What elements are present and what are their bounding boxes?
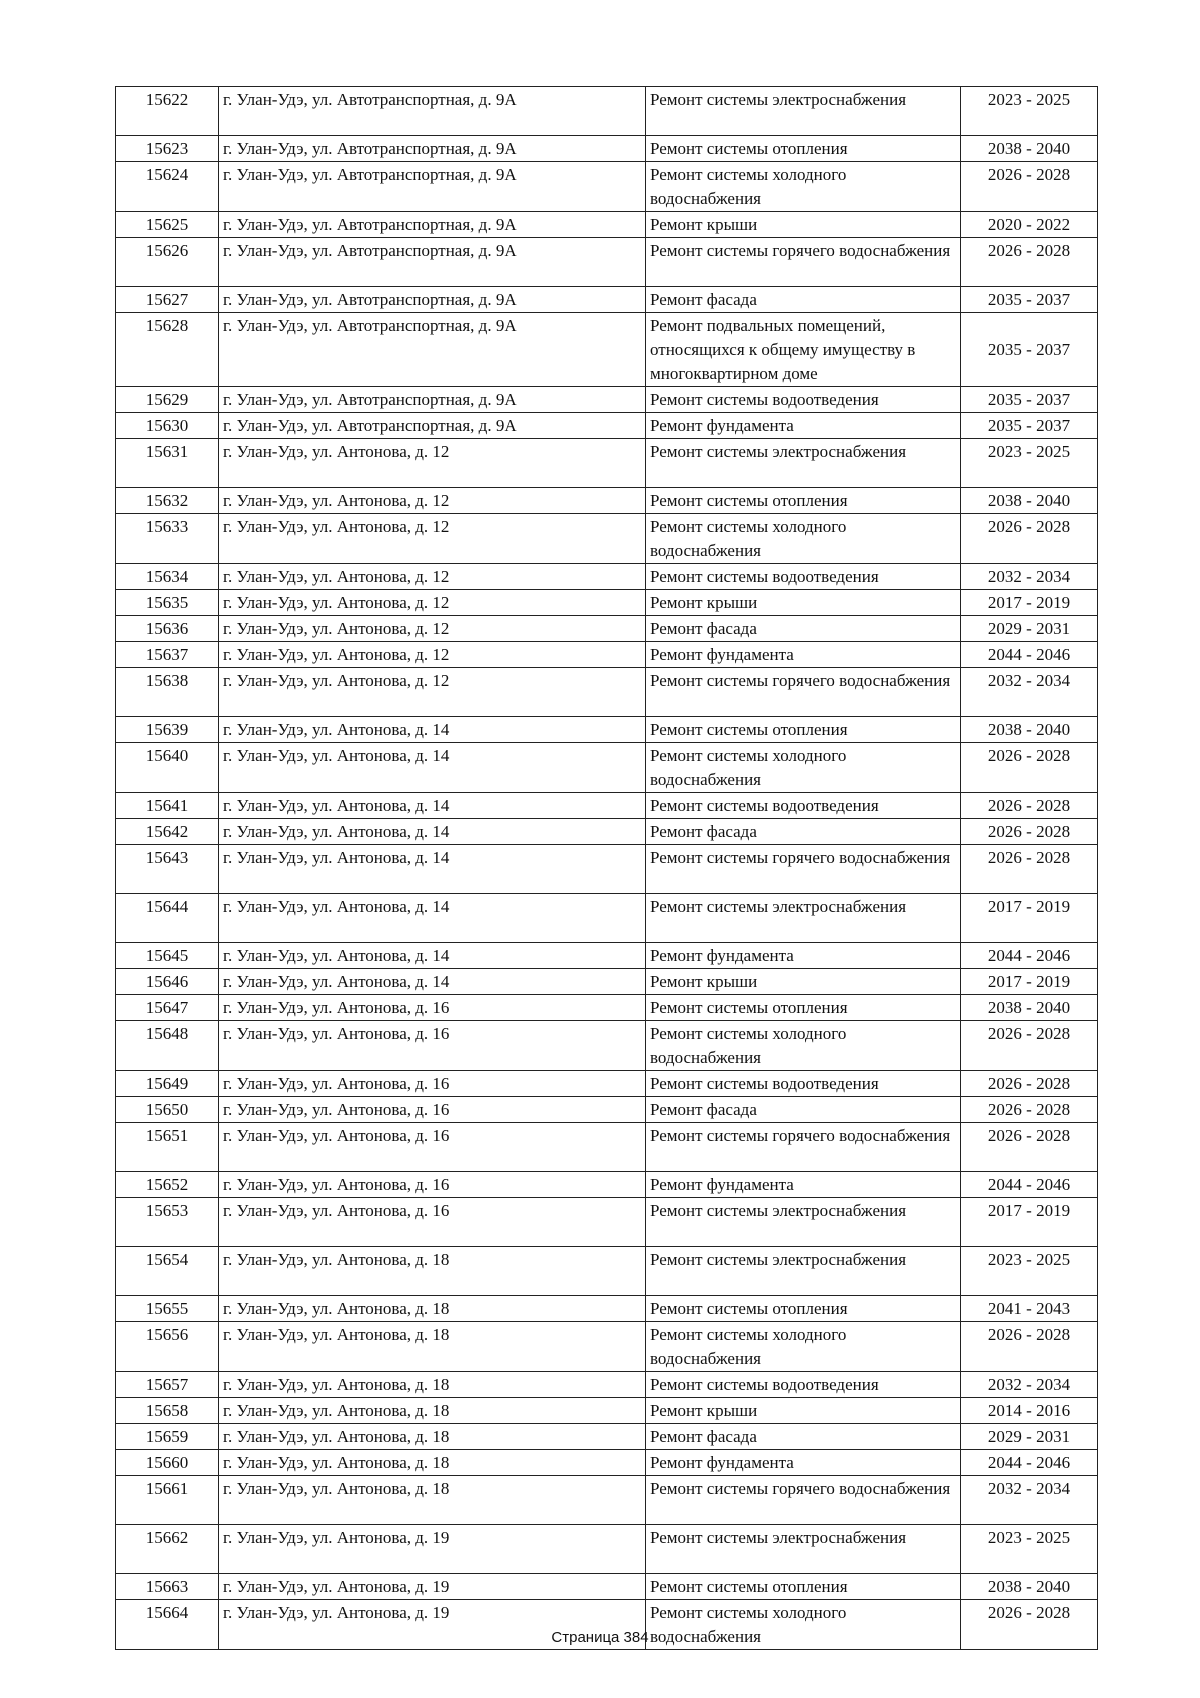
table-row	[116, 564, 1098, 590]
work-type-cell: Ремонт системы отопления	[646, 1574, 961, 1600]
period-cell: 2026 - 2028	[961, 1600, 1098, 1650]
table-row	[116, 1071, 1098, 1097]
period-cell: 2035 - 2037	[961, 413, 1098, 439]
work-type-cell: Ремонт системы электроснабжения	[646, 439, 961, 488]
work-type-cell: Ремонт крыши	[646, 969, 961, 995]
work-type-cell: Ремонт фасада	[646, 287, 961, 313]
work-type-cell: Ремонт системы горячего водоснабжения	[646, 668, 961, 717]
address-cell: г. Улан-Удэ, ул. Антонова, д. 12	[219, 642, 646, 668]
table-row	[116, 642, 1098, 668]
work-type-cell: Ремонт системы горячего водоснабжения	[646, 238, 961, 287]
period-cell: 2026 - 2028	[961, 514, 1098, 564]
row-number-cell: 15641	[116, 793, 219, 819]
table-row	[116, 717, 1098, 743]
row-number-cell: 15631	[116, 439, 219, 488]
period-cell: 2038 - 2040	[961, 1574, 1098, 1600]
work-type-cell: Ремонт системы водоотведения	[646, 564, 961, 590]
work-type-cell: Ремонт системы электроснабжения	[646, 894, 961, 943]
table-row	[116, 413, 1098, 439]
address-cell: г. Улан-Удэ, ул. Антонова, д. 12	[219, 514, 646, 564]
work-type-cell: Ремонт системы отопления	[646, 136, 961, 162]
row-number-cell: 15625	[116, 212, 219, 238]
address-cell: г. Улан-Удэ, ул. Антонова, д. 19	[219, 1574, 646, 1600]
table-row	[116, 387, 1098, 413]
table-row	[116, 1172, 1098, 1198]
work-type-cell: Ремонт фасада	[646, 819, 961, 845]
table-row	[116, 845, 1098, 894]
work-type-cell: Ремонт системы водоотведения	[646, 1372, 961, 1398]
work-type-cell: Ремонт системы холодного водоснабжения	[646, 514, 961, 564]
row-number-cell: 15653	[116, 1198, 219, 1247]
table-row	[116, 238, 1098, 287]
row-number-cell: 15647	[116, 995, 219, 1021]
period-cell: 2032 - 2034	[961, 1372, 1098, 1398]
address-cell: г. Улан-Удэ, ул. Антонова, д. 12	[219, 616, 646, 642]
work-type-cell: Ремонт крыши	[646, 1398, 961, 1424]
work-type-cell: Ремонт фасада	[646, 616, 961, 642]
work-type-cell: Ремонт фасада	[646, 1424, 961, 1450]
work-type-cell: Ремонт системы холодного водоснабжения	[646, 162, 961, 212]
table-row	[116, 743, 1098, 793]
address-cell: г. Улан-Удэ, ул. Антонова, д. 19	[219, 1600, 646, 1650]
row-number-cell: 15624	[116, 162, 219, 212]
period-cell: 2026 - 2028	[961, 1123, 1098, 1172]
address-cell: г. Улан-Удэ, ул. Антонова, д. 16	[219, 1123, 646, 1172]
address-cell: г. Улан-Удэ, ул. Автотранспортная, д. 9А	[219, 287, 646, 313]
row-number-cell: 15651	[116, 1123, 219, 1172]
address-cell: г. Улан-Удэ, ул. Антонова, д. 18	[219, 1398, 646, 1424]
period-cell: 2026 - 2028	[961, 743, 1098, 793]
address-cell: г. Улан-Удэ, ул. Антонова, д. 18	[219, 1372, 646, 1398]
table-row	[116, 1398, 1098, 1424]
row-number-cell: 15627	[116, 287, 219, 313]
row-number-cell: 15661	[116, 1476, 219, 1525]
work-type-cell: Ремонт подвальных помещений, относящихся к общему имуществу в многоквартирном доме	[646, 313, 961, 387]
row-number-cell: 15633	[116, 514, 219, 564]
work-type-cell: Ремонт фундамента	[646, 1450, 961, 1476]
period-cell: 2023 - 2025	[961, 87, 1098, 136]
table-row	[116, 1021, 1098, 1071]
period-cell: 2026 - 2028	[961, 1071, 1098, 1097]
work-type-cell: Ремонт системы электроснабжения	[646, 1525, 961, 1574]
table-row	[116, 969, 1098, 995]
period-cell: 2026 - 2028	[961, 162, 1098, 212]
work-type-cell: Ремонт системы электроснабжения	[646, 1247, 961, 1296]
work-type-cell: Ремонт системы холодного водоснабжения	[646, 1021, 961, 1071]
period-cell: 2017 - 2019	[961, 590, 1098, 616]
row-number-cell: 15657	[116, 1372, 219, 1398]
work-type-cell: Ремонт системы электроснабжения	[646, 1198, 961, 1247]
row-number-cell: 15639	[116, 717, 219, 743]
table-row	[116, 616, 1098, 642]
table-row	[116, 1198, 1098, 1247]
period-cell: 2023 - 2025	[961, 439, 1098, 488]
row-number-cell: 15663	[116, 1574, 219, 1600]
period-cell: 2026 - 2028	[961, 1097, 1098, 1123]
address-cell: г. Улан-Удэ, ул. Антонова, д. 14	[219, 943, 646, 969]
row-number-cell: 15645	[116, 943, 219, 969]
address-cell: г. Улан-Удэ, ул. Антонова, д. 12	[219, 668, 646, 717]
work-type-cell: Ремонт системы холодного водоснабжения	[646, 743, 961, 793]
row-number-cell: 15630	[116, 413, 219, 439]
address-cell: г. Улан-Удэ, ул. Антонова, д. 16	[219, 1097, 646, 1123]
row-number-cell: 15637	[116, 642, 219, 668]
period-cell: 2038 - 2040	[961, 136, 1098, 162]
address-cell: г. Улан-Удэ, ул. Антонова, д. 18	[219, 1424, 646, 1450]
address-cell: г. Улан-Удэ, ул. Антонова, д. 12	[219, 488, 646, 514]
work-type-cell: Ремонт системы горячего водоснабжения	[646, 845, 961, 894]
row-number-cell: 15642	[116, 819, 219, 845]
work-type-cell: Ремонт системы отопления	[646, 995, 961, 1021]
address-cell: г. Улан-Удэ, ул. Антонова, д. 18	[219, 1450, 646, 1476]
address-cell: г. Улан-Удэ, ул. Антонова, д. 18	[219, 1247, 646, 1296]
row-number-cell: 15634	[116, 564, 219, 590]
table-row	[116, 87, 1098, 136]
row-number-cell: 15646	[116, 969, 219, 995]
address-cell: г. Улан-Удэ, ул. Антонова, д. 16	[219, 1198, 646, 1247]
period-cell: 2035 - 2037	[961, 313, 1098, 387]
work-type-cell: Ремонт крыши	[646, 590, 961, 616]
table-body	[116, 87, 1098, 1650]
table-row	[116, 1450, 1098, 1476]
row-number-cell: 15623	[116, 136, 219, 162]
work-type-cell: Ремонт системы водоотведения	[646, 1071, 961, 1097]
row-number-cell: 15635	[116, 590, 219, 616]
table-row	[116, 943, 1098, 969]
address-cell: г. Улан-Удэ, ул. Антонова, д. 14	[219, 717, 646, 743]
period-cell: 2029 - 2031	[961, 1424, 1098, 1450]
period-cell: 2026 - 2028	[961, 238, 1098, 287]
address-cell: г. Улан-Удэ, ул. Антонова, д. 12	[219, 439, 646, 488]
table-row	[116, 819, 1098, 845]
row-number-cell: 15658	[116, 1398, 219, 1424]
period-cell: 2032 - 2034	[961, 668, 1098, 717]
row-number-cell: 15626	[116, 238, 219, 287]
address-cell: г. Улан-Удэ, ул. Автотранспортная, д. 9А	[219, 212, 646, 238]
row-number-cell: 15629	[116, 387, 219, 413]
table-row	[116, 1574, 1098, 1600]
table-row	[116, 1123, 1098, 1172]
work-type-cell: Ремонт фундамента	[646, 1172, 961, 1198]
table-row	[116, 1372, 1098, 1398]
table-row	[116, 313, 1098, 387]
address-cell: г. Улан-Удэ, ул. Антонова, д. 12	[219, 590, 646, 616]
table-row	[116, 1247, 1098, 1296]
period-cell: 2023 - 2025	[961, 1525, 1098, 1574]
row-number-cell: 15640	[116, 743, 219, 793]
address-cell: г. Улан-Удэ, ул. Антонова, д. 14	[219, 793, 646, 819]
period-cell: 2044 - 2046	[961, 943, 1098, 969]
period-cell: 2017 - 2019	[961, 969, 1098, 995]
work-type-cell: Ремонт системы горячего водоснабжения	[646, 1123, 961, 1172]
address-cell: г. Улан-Удэ, ул. Автотранспортная, д. 9А	[219, 387, 646, 413]
address-cell: г. Улан-Удэ, ул. Антонова, д. 16	[219, 1172, 646, 1198]
address-cell: г. Улан-Удэ, ул. Антонова, д. 16	[219, 1021, 646, 1071]
period-cell: 2026 - 2028	[961, 1021, 1098, 1071]
work-type-cell: Ремонт системы горячего водоснабжения	[646, 1476, 961, 1525]
table-row	[116, 1424, 1098, 1450]
address-cell: г. Улан-Удэ, ул. Антонова, д. 18	[219, 1476, 646, 1525]
table-row	[116, 488, 1098, 514]
table-row	[116, 668, 1098, 717]
period-cell: 2032 - 2034	[961, 564, 1098, 590]
row-number-cell: 15659	[116, 1424, 219, 1450]
row-number-cell: 15660	[116, 1450, 219, 1476]
table-row	[116, 590, 1098, 616]
address-cell: г. Улан-Удэ, ул. Антонова, д. 14	[219, 743, 646, 793]
address-cell: г. Улан-Удэ, ул. Антонова, д. 14	[219, 819, 646, 845]
address-cell: г. Улан-Удэ, ул. Антонова, д. 16	[219, 1071, 646, 1097]
table-row	[116, 793, 1098, 819]
address-cell: г. Улан-Удэ, ул. Антонова, д. 14	[219, 845, 646, 894]
period-cell: 2026 - 2028	[961, 845, 1098, 894]
period-cell: 2026 - 2028	[961, 793, 1098, 819]
row-number-cell: 15650	[116, 1097, 219, 1123]
row-number-cell: 15636	[116, 616, 219, 642]
address-cell: г. Улан-Удэ, ул. Антонова, д. 14	[219, 969, 646, 995]
table-row	[116, 1476, 1098, 1525]
row-number-cell: 15656	[116, 1322, 219, 1372]
period-cell: 2014 - 2016	[961, 1398, 1098, 1424]
table-row	[116, 439, 1098, 488]
period-cell: 2038 - 2040	[961, 488, 1098, 514]
period-cell: 2020 - 2022	[961, 212, 1098, 238]
period-cell: 2023 - 2025	[961, 1247, 1098, 1296]
table-row	[116, 894, 1098, 943]
period-cell: 2026 - 2028	[961, 1322, 1098, 1372]
period-cell: 2017 - 2019	[961, 1198, 1098, 1247]
work-type-cell: Ремонт системы холодного водоснабжения	[646, 1600, 961, 1650]
address-cell: г. Улан-Удэ, ул. Автотранспортная, д. 9А	[219, 413, 646, 439]
row-number-cell: 15644	[116, 894, 219, 943]
table-row	[116, 1296, 1098, 1322]
period-cell: 2041 - 2043	[961, 1296, 1098, 1322]
row-number-cell: 15655	[116, 1296, 219, 1322]
row-number-cell: 15649	[116, 1071, 219, 1097]
work-type-cell: Ремонт системы водоотведения	[646, 387, 961, 413]
work-type-cell: Ремонт системы отопления	[646, 717, 961, 743]
row-number-cell: 15662	[116, 1525, 219, 1574]
address-cell: г. Улан-Удэ, ул. Антонова, д. 18	[219, 1322, 646, 1372]
work-type-cell: Ремонт фундамента	[646, 642, 961, 668]
address-cell: г. Улан-Удэ, ул. Автотранспортная, д. 9А	[219, 238, 646, 287]
table-row	[116, 287, 1098, 313]
row-number-cell: 15648	[116, 1021, 219, 1071]
address-cell: г. Улан-Удэ, ул. Автотранспортная, д. 9А	[219, 87, 646, 136]
work-type-cell: Ремонт крыши	[646, 212, 961, 238]
table-row	[116, 162, 1098, 212]
table-row	[116, 1322, 1098, 1372]
work-type-cell: Ремонт фундамента	[646, 943, 961, 969]
period-cell: 2035 - 2037	[961, 287, 1098, 313]
period-cell: 2032 - 2034	[961, 1476, 1098, 1525]
row-number-cell: 15664	[116, 1600, 219, 1650]
period-cell: 2029 - 2031	[961, 616, 1098, 642]
period-cell: 2035 - 2037	[961, 387, 1098, 413]
address-cell: г. Улан-Удэ, ул. Антонова, д. 18	[219, 1296, 646, 1322]
address-cell: г. Улан-Удэ, ул. Антонова, д. 14	[219, 894, 646, 943]
table-row	[116, 514, 1098, 564]
row-number-cell: 15638	[116, 668, 219, 717]
period-cell: 2017 - 2019	[961, 894, 1098, 943]
table-row	[116, 1525, 1098, 1574]
period-cell: 2044 - 2046	[961, 1172, 1098, 1198]
row-number-cell: 15643	[116, 845, 219, 894]
row-number-cell: 15628	[116, 313, 219, 387]
period-cell: 2044 - 2046	[961, 1450, 1098, 1476]
address-cell: г. Улан-Удэ, ул. Антонова, д. 12	[219, 564, 646, 590]
address-cell: г. Улан-Удэ, ул. Автотранспортная, д. 9А	[219, 162, 646, 212]
work-type-cell: Ремонт фасада	[646, 1097, 961, 1123]
period-cell: 2026 - 2028	[961, 819, 1098, 845]
address-cell: г. Улан-Удэ, ул. Антонова, д. 19	[219, 1525, 646, 1574]
work-type-cell: Ремонт системы отопления	[646, 488, 961, 514]
row-number-cell: 15652	[116, 1172, 219, 1198]
address-cell: г. Улан-Удэ, ул. Автотранспортная, д. 9А	[219, 313, 646, 387]
repair-schedule-table	[115, 86, 1098, 1650]
period-cell: 2038 - 2040	[961, 995, 1098, 1021]
table-row	[116, 1097, 1098, 1123]
work-type-cell: Ремонт системы холодного водоснабжения	[646, 1322, 961, 1372]
table-row	[116, 995, 1098, 1021]
table-row	[116, 212, 1098, 238]
work-type-cell: Ремонт фундамента	[646, 413, 961, 439]
page-number: Страница 384	[551, 1629, 649, 1646]
work-type-cell: Ремонт системы электроснабжения	[646, 87, 961, 136]
row-number-cell: 15654	[116, 1247, 219, 1296]
period-cell: 2038 - 2040	[961, 717, 1098, 743]
period-cell: 2044 - 2046	[961, 642, 1098, 668]
table-row	[116, 136, 1098, 162]
work-type-cell: Ремонт системы водоотведения	[646, 793, 961, 819]
row-number-cell: 15632	[116, 488, 219, 514]
work-type-cell: Ремонт системы отопления	[646, 1296, 961, 1322]
address-cell: г. Улан-Удэ, ул. Антонова, д. 16	[219, 995, 646, 1021]
address-cell: г. Улан-Удэ, ул. Автотранспортная, д. 9А	[219, 136, 646, 162]
row-number-cell: 15622	[116, 87, 219, 136]
